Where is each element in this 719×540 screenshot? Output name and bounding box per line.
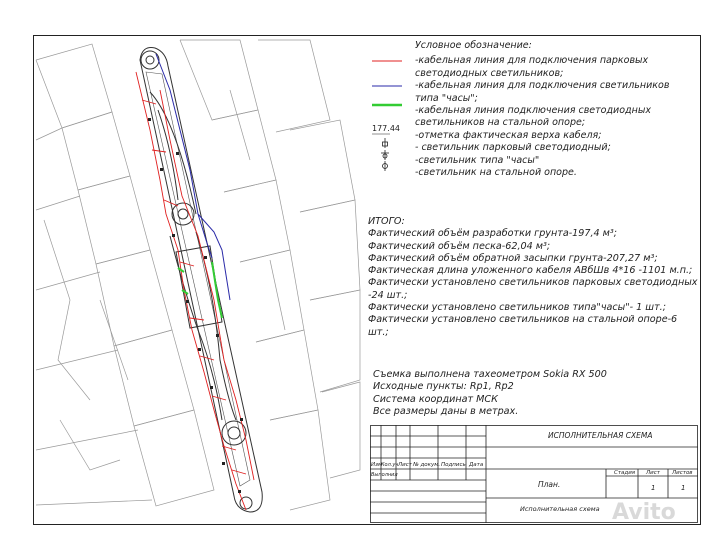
summary-line: Фактическая длина уложенного кабеля АВбШв 4*16 -1101 м.п.;	[368, 265, 693, 277]
stamp-col-izm: Изм	[371, 462, 383, 468]
note-line: Съемка выполнена тахеометром Sokia RX 500	[373, 369, 607, 380]
pole-lamp-icon	[383, 161, 388, 171]
legend-item-text: -отметка фактическая верха кабеля;	[415, 129, 602, 141]
summary-line: -24 шт.;	[368, 289, 408, 301]
summary-line: Фактически установлено светильников парковых светодиодных	[368, 277, 698, 289]
summary-line: Фактический объём песка-62,04 м³;	[368, 240, 551, 252]
note-line: Все размеры даны в метрах.	[373, 405, 519, 417]
legend-item-text: -кабельная линия подключения светодиодных светильников на стальной опоре;	[415, 105, 651, 129]
legend-item-text: -кабельная линия для подключения парковых светодиодных светильников;	[415, 55, 649, 79]
clock-lamp-icon	[381, 150, 389, 160]
note-line: Исходные пункты: Rp1, Rp2	[373, 381, 514, 393]
stamp-bottom-name: Исполнительная схема	[520, 505, 600, 513]
stamp-stage-label: Стадия	[614, 470, 636, 476]
stamp-sheet-name: План.	[538, 480, 561, 489]
stamp-sheets-value: 1	[681, 484, 686, 492]
survey-notes	[373, 369, 607, 418]
stamp-col-docnum: № докум.	[413, 462, 441, 468]
stamp-col-date: Дата	[469, 462, 484, 468]
avito-watermark: Avito	[612, 500, 676, 525]
stamp-sheets-label: Листов	[672, 470, 693, 476]
stamp-col-koluch: Кол.уч	[381, 462, 399, 468]
summary-title: ИТОГО:	[368, 216, 405, 227]
legend-title: Условное обозначение:	[415, 40, 532, 51]
note-line: Система координат МСК	[373, 393, 498, 405]
stamp-col-list: Лист	[398, 462, 412, 468]
summary-line: Фактический объём обратной засыпки грунта-207,27 м³;	[368, 252, 658, 264]
stamp-sheet-value: 1	[651, 484, 656, 492]
summary-block	[368, 216, 698, 339]
stamp-title: ИСПОЛНИТЕЛЬНАЯ СХЕМА	[548, 431, 653, 440]
legend-item-text: -светильник типа "часы"	[415, 154, 540, 166]
legend-item-text: -светильник на стальной опоре.	[415, 167, 577, 179]
summary-line: Фактический объём разработки грунта-197,4 м³;	[368, 228, 618, 240]
legend-item-text: -кабельная линия для подключения светильников типа "часы";	[415, 80, 670, 104]
summary-line: Фактически установлено светильников на стальной опоре-6 шт.;	[368, 314, 678, 338]
elevation-sample: 177.44	[372, 124, 400, 133]
legend-item-text: - светильник парковый светодиодный;	[415, 142, 611, 154]
stamp-role: Выполнил	[371, 472, 398, 478]
stamp-col-signature: Подпись	[441, 462, 466, 468]
stamp-sheet-label: Лист	[646, 470, 660, 476]
summary-line: Фактически установлено светильников типа"часы"- 1 шт.;	[368, 302, 666, 314]
park-lamp-icon	[383, 138, 388, 148]
